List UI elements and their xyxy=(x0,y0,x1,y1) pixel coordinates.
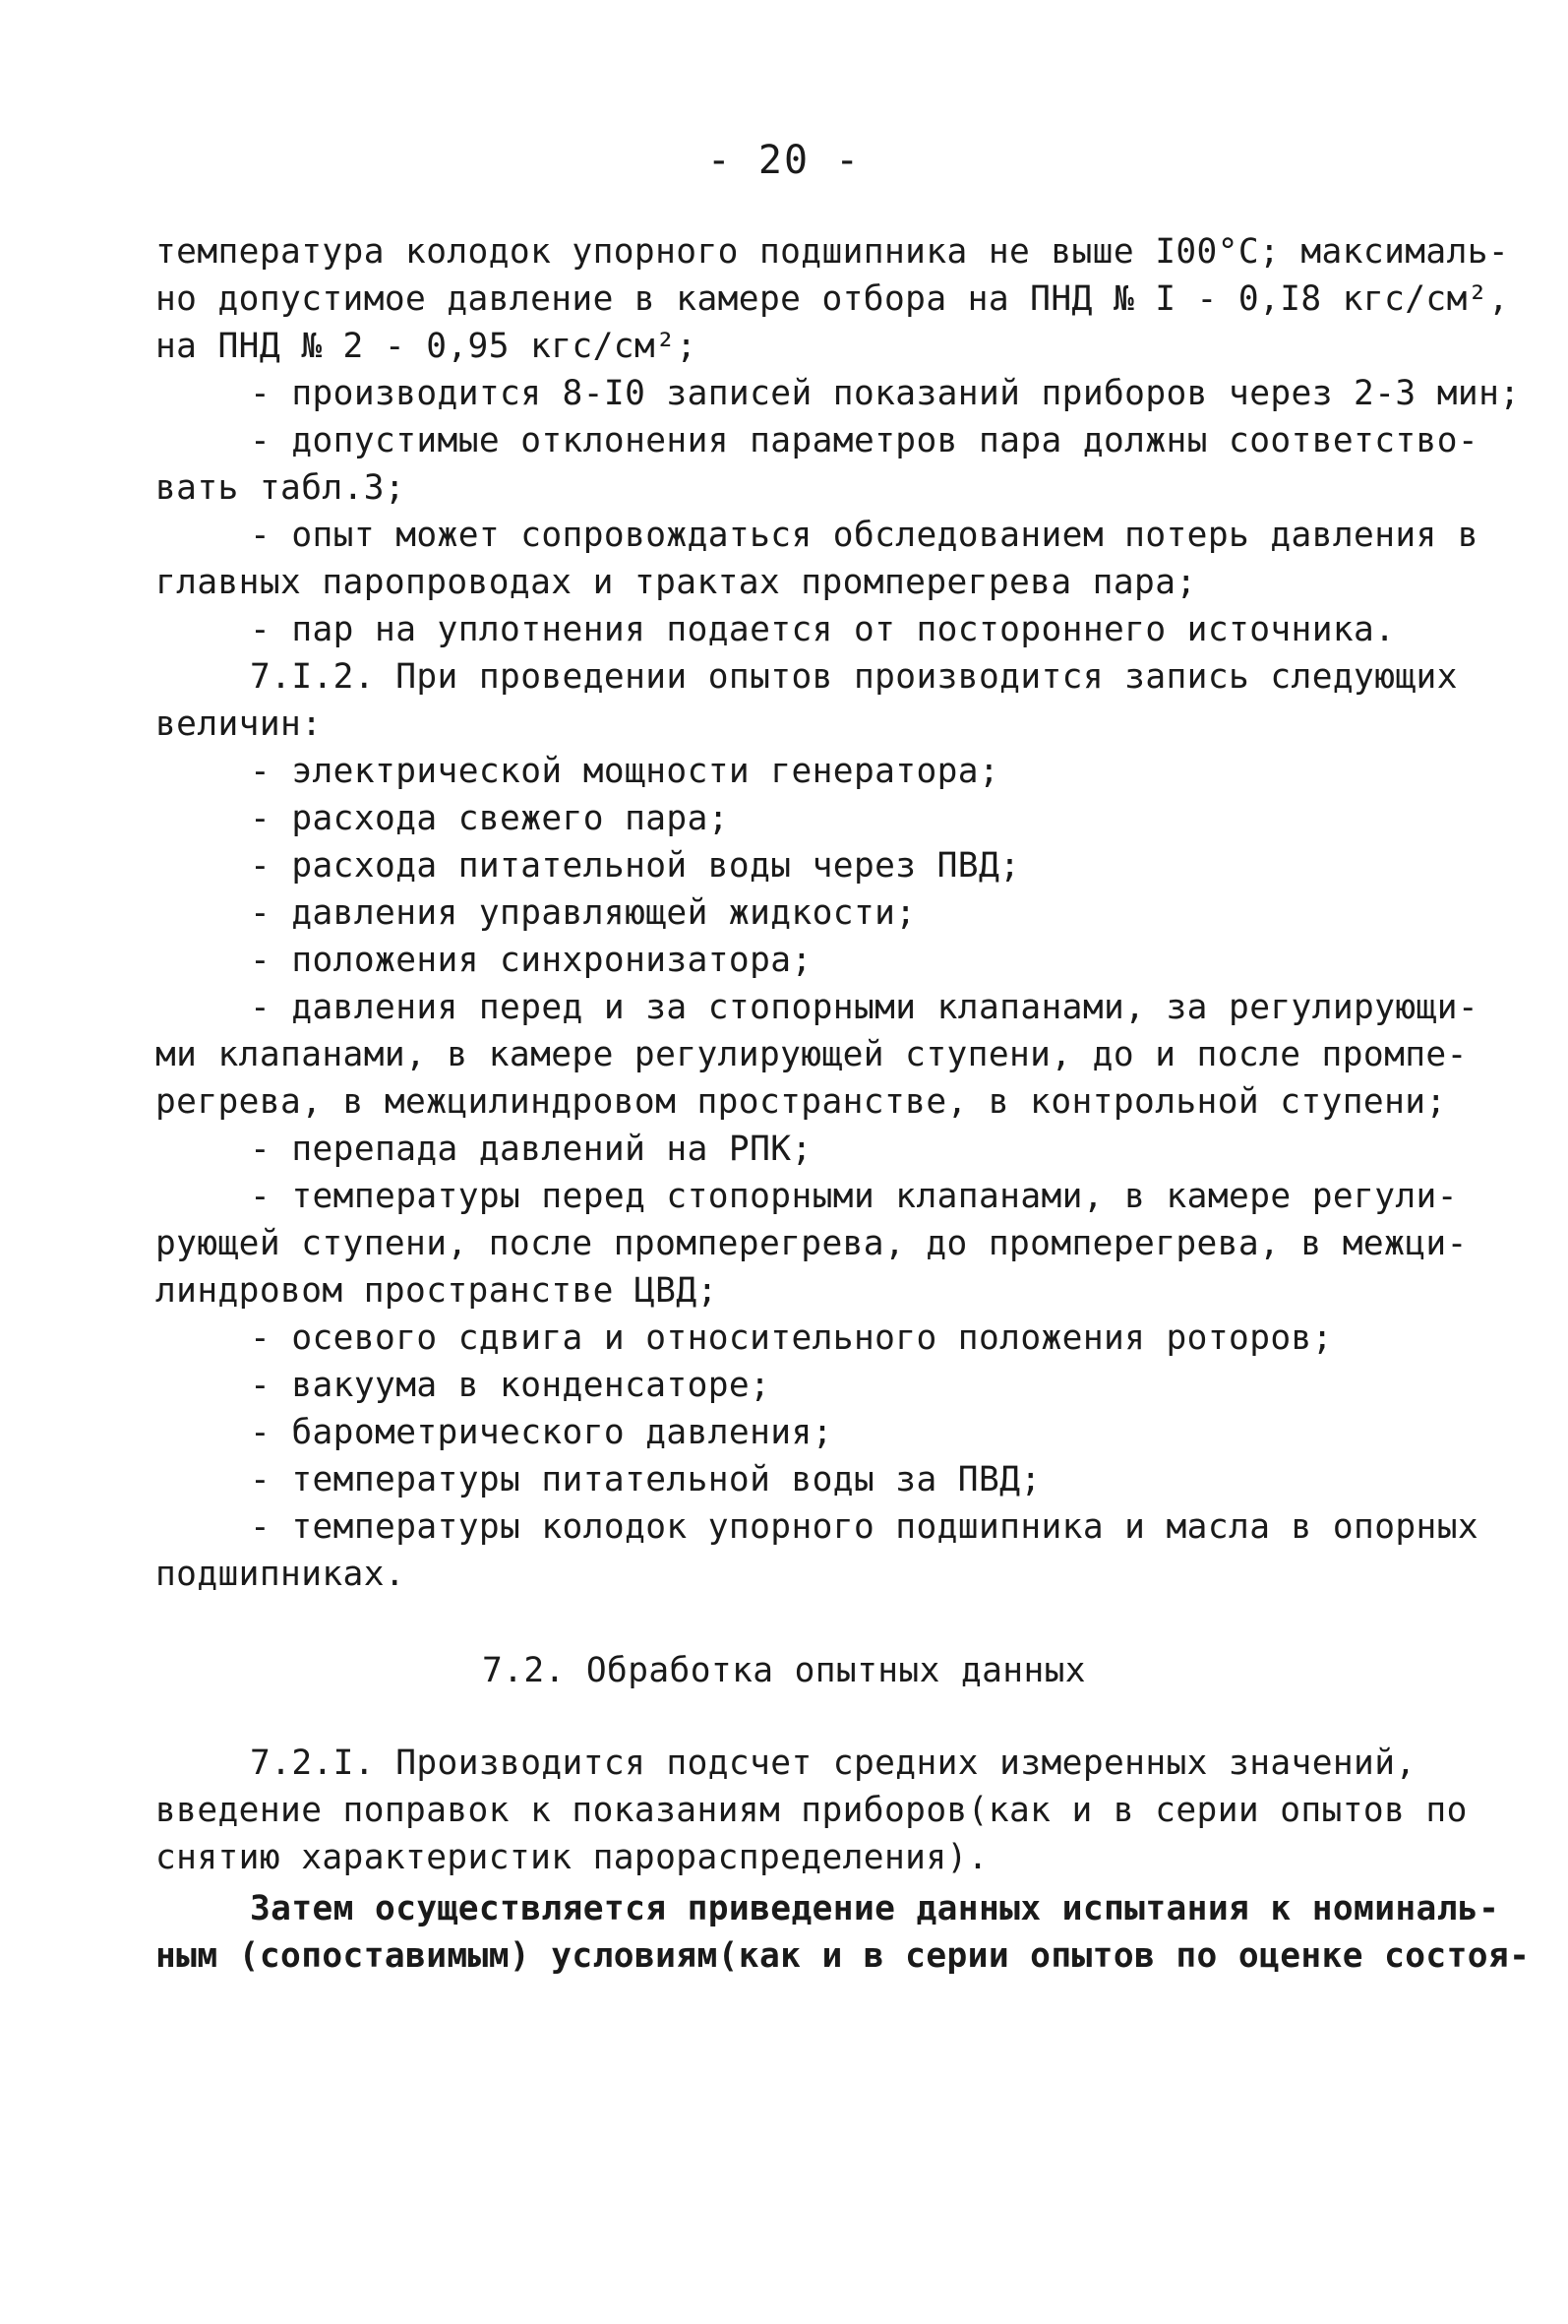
text-line: температура колодок упорного подшипника не выше I00°С; максималь- xyxy=(155,232,1510,272)
body-text-block-2 xyxy=(155,1740,1468,1881)
text-line: регрева, в межцилиндровом пространстве, в контрольной ступени; xyxy=(155,1082,1447,1122)
text-line: величин: xyxy=(155,704,323,744)
body-text-block-3 xyxy=(155,1885,1531,1980)
list-item: - допустимые отклонения параметров пара должны соответство- xyxy=(250,421,1479,460)
list-item: - барометрического давления; xyxy=(250,1413,833,1452)
list-item: - расхода питательной воды через ПВД; xyxy=(250,846,1021,886)
list-item: - электрической мощности генератора; xyxy=(250,752,1000,791)
list-item: - осевого сдвига и относительного положения роторов; xyxy=(250,1318,1333,1358)
text-line: снятию характеристик парораспределения). xyxy=(155,1838,989,1877)
section-paragraph: 7.I.2. При проведении опытов производится запись следующих xyxy=(250,657,1458,697)
list-item: - опыт может сопровождаться обследованием потерь давления в xyxy=(250,516,1479,555)
list-item: - температуры питательной воды за ПВД; xyxy=(250,1460,1042,1499)
list-item: - расхода свежего пара; xyxy=(250,799,729,838)
body-text-block-1 xyxy=(155,228,1521,1598)
list-item: - температуры колодок упорного подшипника и масла в опорных xyxy=(250,1507,1479,1547)
list-item: - температуры перед стопорными клапанами, в камере регули- xyxy=(250,1177,1458,1216)
text-line: вать табл.3; xyxy=(155,468,406,508)
list-item: - положения синхронизатора; xyxy=(250,941,813,980)
list-item: - пар на уплотнения подается от постороннего источника. xyxy=(250,610,1396,649)
list-item: - давления перед и за стопорными клапанами, за регулирующи- xyxy=(250,988,1479,1027)
section-paragraph: 7.2.I. Производится подсчет средних измеренных значений, xyxy=(250,1743,1417,1783)
text-line: введение поправок к показаниям приборов(как и в серии опытов по xyxy=(155,1791,1468,1830)
text-line: рующей ступени, после промперегрева, до промперегрева, в межци- xyxy=(155,1224,1468,1263)
list-item: - вакуума в конденсаторе; xyxy=(250,1366,771,1405)
text-line: ным (сопоставимым) условиям(как и в серии опытов по оценке состоя- xyxy=(155,1936,1531,1976)
section-heading: 7.2. Обработка опытных данных xyxy=(482,1651,1086,1690)
text-line: но допустимое давление в камере отбора на ПНД № I - 0,I8 кгс/см², xyxy=(155,279,1510,319)
text-line: главных паропроводах и трактах промперегрева пара; xyxy=(155,563,1197,602)
text-line: линдровом пространстве ЦВД; xyxy=(155,1271,718,1311)
text-line: Затем осуществляется приведение данных испытания к номиналь- xyxy=(250,1889,1500,1928)
list-item: - давления управляющей жидкости; xyxy=(250,893,917,933)
text-line: на ПНД № 2 - 0,95 кгс/см²; xyxy=(155,327,697,366)
list-item: - производится 8-I0 записей показаний приборов через 2-3 мин; xyxy=(250,374,1521,413)
page-number: - 20 - xyxy=(706,138,862,183)
list-item: - перепада давлений на РПК; xyxy=(250,1130,813,1169)
text-line: ми клапанами, в камере регулирующей ступени, до и после промпе- xyxy=(155,1035,1468,1074)
text-line: подшипниках. xyxy=(155,1555,406,1594)
